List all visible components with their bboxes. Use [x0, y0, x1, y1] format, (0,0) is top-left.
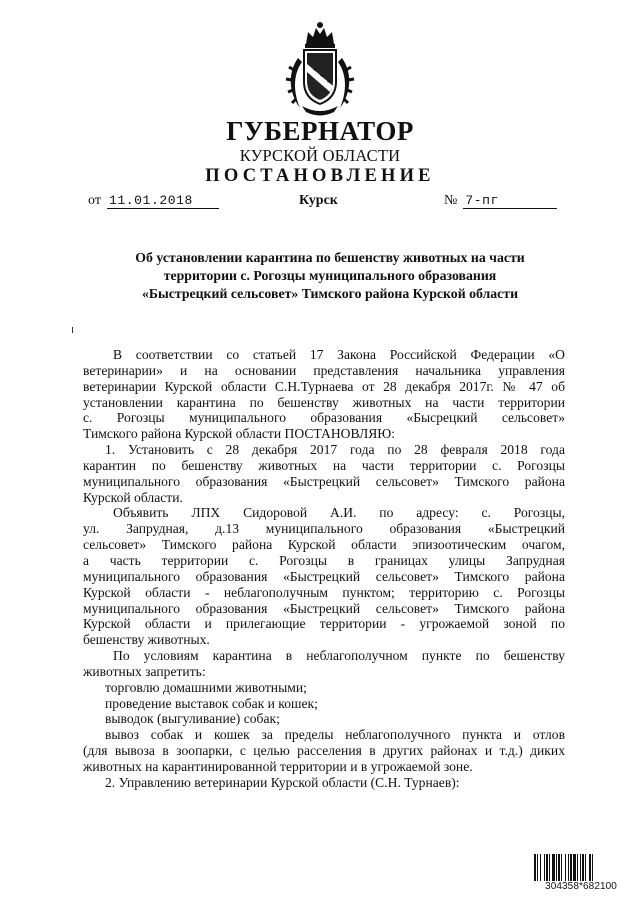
body-line: ветеринарии Курской области С.Н.Турнаева от 28 декабря 2017г. № 47 об	[83, 378, 565, 394]
body-line: ул. Запрудная, д.13 муниципального образования «Быстрецкий	[83, 521, 565, 537]
document-body	[83, 347, 565, 791]
heading-line: Об установлении карантина по бешенству животных на части	[135, 250, 525, 265]
body-line: торговлю домашними животными;	[105, 679, 307, 695]
body-line: выводок (выгуливание) собак;	[105, 711, 280, 727]
body-line: а часть территории с. Рогозцы в границах улицы Запрудная	[83, 552, 565, 568]
body-line: с. Рогозцы муниципального образования «Бысрецкий сельсовет»	[83, 410, 565, 426]
body-line: ветеринарии» и на основании представления начальника управления	[83, 362, 565, 378]
body-line: установлении карантина по бешенству животных на части территории	[83, 394, 565, 410]
body-line: Курской области - неблагополучным пунктом; территорию с. Рогозцы	[83, 584, 565, 600]
document-number-field	[444, 193, 557, 209]
body-line: 1. Установить с 28 декабря 2017 года по 28 февраля 2018 года	[105, 442, 565, 458]
body-line: Курской области.	[83, 489, 183, 505]
body-line: сельсовет» Тимского района Курской области эпизоотическим очагом,	[83, 537, 565, 553]
margin-mark	[72, 327, 73, 333]
body-line: Объявить ЛПХ Сидоровой А.И. по адресу: с. Рогозцы,	[113, 505, 565, 521]
heading-line: территории с. Рогозцы муниципального образования	[163, 268, 497, 283]
document-region-subtitle: КУРСКОЙ ОБЛАСТИ	[239, 146, 401, 165]
body-line: Тимского района Курской области ПОСТАНОВЛЯЮ:	[83, 426, 396, 442]
heading-line: «Быстрецкий сельсовет» Тимского района Курской области	[141, 286, 519, 301]
document-number: 7-пг	[463, 193, 557, 209]
barcode-number: 304358*682100	[532, 881, 630, 892]
document-city: Курск	[299, 193, 338, 208]
number-prefix: №	[444, 193, 458, 208]
date-prefix: от	[88, 193, 101, 208]
body-line: По условиям карантина в неблагополучном пункте по бешенству	[113, 648, 565, 664]
body-line: карантин по бешенству животных на части территории с. Рогозцы	[83, 457, 565, 473]
body-line: В соответствии со статьей 17 Закона Российской Федерации «О	[113, 347, 565, 362]
coat-of-arms-emblem	[282, 20, 358, 116]
body-line: (для вывоза в зоопарки, с целью расселения в других районах и т.д.) диких	[83, 743, 565, 759]
body-line: бешенству животных.	[83, 632, 210, 648]
body-line: муниципального образования «Быстрецкий сельсовет» Тимского района	[83, 600, 565, 616]
body-line: вывоз собак и кошек за пределы неблагополучного пункта и отлов	[105, 727, 565, 743]
body-line: муниципального образования «Быстрецкий сельсовет» Тимского района	[83, 568, 565, 584]
body-line: проведение выставок собак и кошек;	[105, 695, 318, 711]
body-line: животных запретить:	[83, 663, 206, 679]
body-line: животных на карантинированной территории и в угрожаемой зоне.	[83, 758, 473, 774]
body-line: муниципального образования «Быстрецкий сельсовет» Тимского района	[83, 473, 565, 489]
document-type-title: ПОСТАНОВЛЕНИЕ	[205, 166, 435, 186]
document-issuer-title: ГУБЕРНАТОР	[226, 116, 414, 146]
document-date-field	[88, 193, 219, 209]
document-date: 11.01.2018	[107, 193, 219, 209]
document-heading	[100, 249, 560, 303]
body-line: 2. Управлению ветеринарии Курской области (С.Н. Турнаев):	[105, 774, 460, 790]
body-line: Курской области и прилегающие территории - угрожаемой зоной по	[83, 616, 565, 632]
